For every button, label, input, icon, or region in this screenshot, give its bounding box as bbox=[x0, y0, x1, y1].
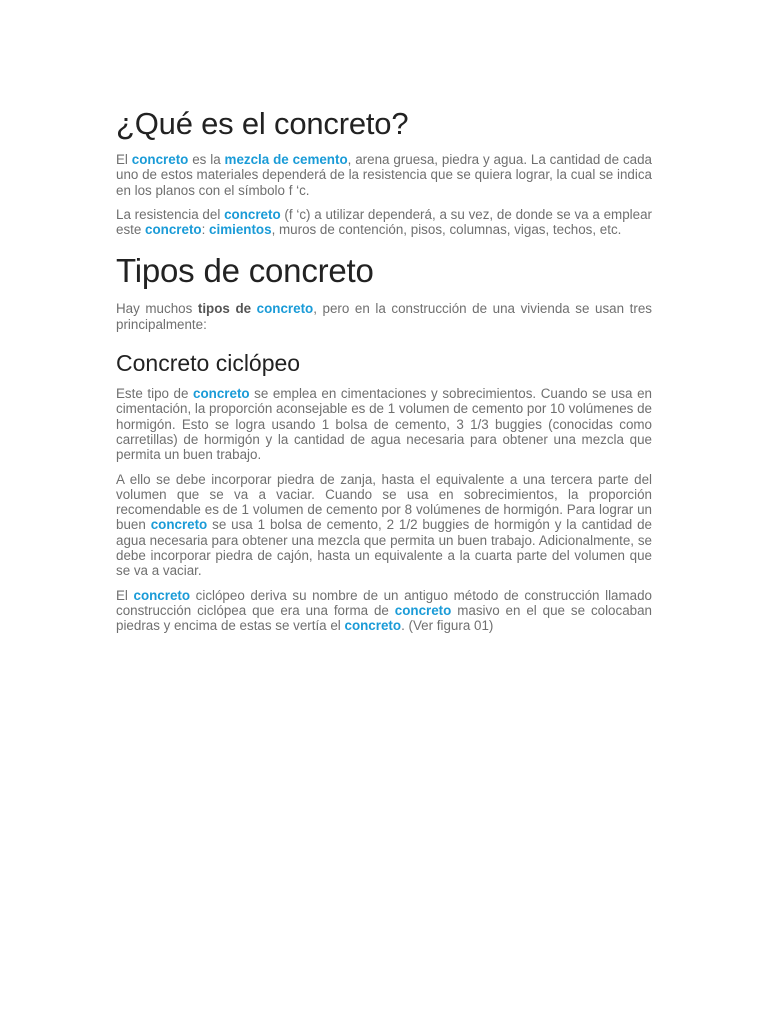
text-run: El bbox=[116, 587, 134, 603]
link-concreto[interactable]: concreto bbox=[131, 152, 189, 167]
link-mezcla-de-cemento[interactable]: mezcla de cemento bbox=[224, 152, 348, 167]
link-concreto[interactable]: concreto bbox=[133, 587, 191, 603]
link-concreto[interactable]: concreto bbox=[344, 618, 402, 634]
text-run: Este tipo de bbox=[116, 386, 194, 402]
bold-tipos-de: tipos de bbox=[197, 301, 252, 317]
text-run: masivo en el que se colocaban piedras y encima de estas se vertía el bbox=[116, 602, 652, 634]
text-run: Hay muchos bbox=[116, 301, 198, 317]
paragraph-definition bbox=[116, 152, 652, 198]
text-run: es la bbox=[188, 152, 225, 167]
link-cimientos[interactable]: cimientos bbox=[209, 222, 272, 238]
text-run: , muros de contención, pisos, columnas, vigas, techos, etc. bbox=[271, 222, 622, 238]
paragraph-resistencia bbox=[116, 207, 652, 238]
text-run: (f ‘c) a utilizar dependerá, a su vez, de donde se va a emplear este bbox=[116, 206, 652, 238]
heading-concreto-ciclopeo: Concreto ciclópeo bbox=[116, 350, 301, 377]
text-run: , pero en la construcción de una vivienda se usan tres principalmente: bbox=[116, 301, 652, 332]
text-run: A ello se debe incorporar piedra de zanja, hasta el equivalente a una tercera parte del volumen que se va a vaciar. Cuando se usa en sobrecimientos, la proporción recomendable es de 1 volumen de cemento por 8 volúmenes de hormigón. Para lograr un buen bbox=[116, 471, 652, 533]
link-concreto[interactable]: concreto bbox=[150, 517, 208, 533]
paragraph-ciclopeo-sobrecimientos bbox=[116, 472, 652, 579]
link-concreto[interactable]: concreto bbox=[224, 206, 281, 222]
text-run: se emplea en cimentaciones y sobrecimientos. Cuando se usa en cimentación, la proporción aconsejable es de 1 volumen de cemento por 10 volúmenes de hormigón. Esto se logra usando 1 bolsa de cemento, 3 1/3 buggies (conocidas como carretillas) de hormigón y la cantidad de agua necesaria para obtener una mezcla que permita un buen trabajo. bbox=[116, 386, 652, 463]
link-concreto[interactable]: concreto bbox=[256, 301, 314, 317]
paragraph-ciclopeo-origen bbox=[116, 588, 652, 634]
text-run: : bbox=[201, 222, 210, 238]
text-run: La resistencia del bbox=[116, 206, 225, 222]
text-run: , arena gruesa, piedra y agua. La cantidad de cada uno de estos materiales dependerá de la resistencia que se quiera lograr, la cual se indica en los planos con el símbolo f ‘c. bbox=[116, 152, 652, 198]
text-run: . (Ver figura 01) bbox=[401, 618, 494, 634]
link-concreto[interactable]: concreto bbox=[394, 602, 452, 618]
text-run: se usa 1 bolsa de cemento, 2 1/2 buggies de hormigón y la cantidad de agua necesaria para obtener una mezcla que permita un buen trabajo. Adicionalmente, se debe incorporar piedra de cajón, hasta un equivalente a la cuarta parte del volumen que se va a vaciar. bbox=[116, 517, 652, 579]
text-run: El bbox=[116, 152, 132, 167]
link-concreto[interactable]: concreto bbox=[145, 222, 202, 238]
heading-tipos-de-concreto: Tipos de concreto bbox=[116, 252, 374, 290]
paragraph-ciclopeo-uso bbox=[116, 386, 652, 462]
text-run: ciclópeo deriva su nombre de un antiguo método de construcción llamado construcción ciclópea que era una forma de bbox=[116, 587, 652, 618]
document-page bbox=[116, 104, 652, 643]
paragraph-tipos-intro bbox=[116, 301, 652, 332]
link-concreto[interactable]: concreto bbox=[193, 386, 250, 402]
heading-que-es-concreto: ¿Qué es el concreto? bbox=[116, 106, 409, 141]
